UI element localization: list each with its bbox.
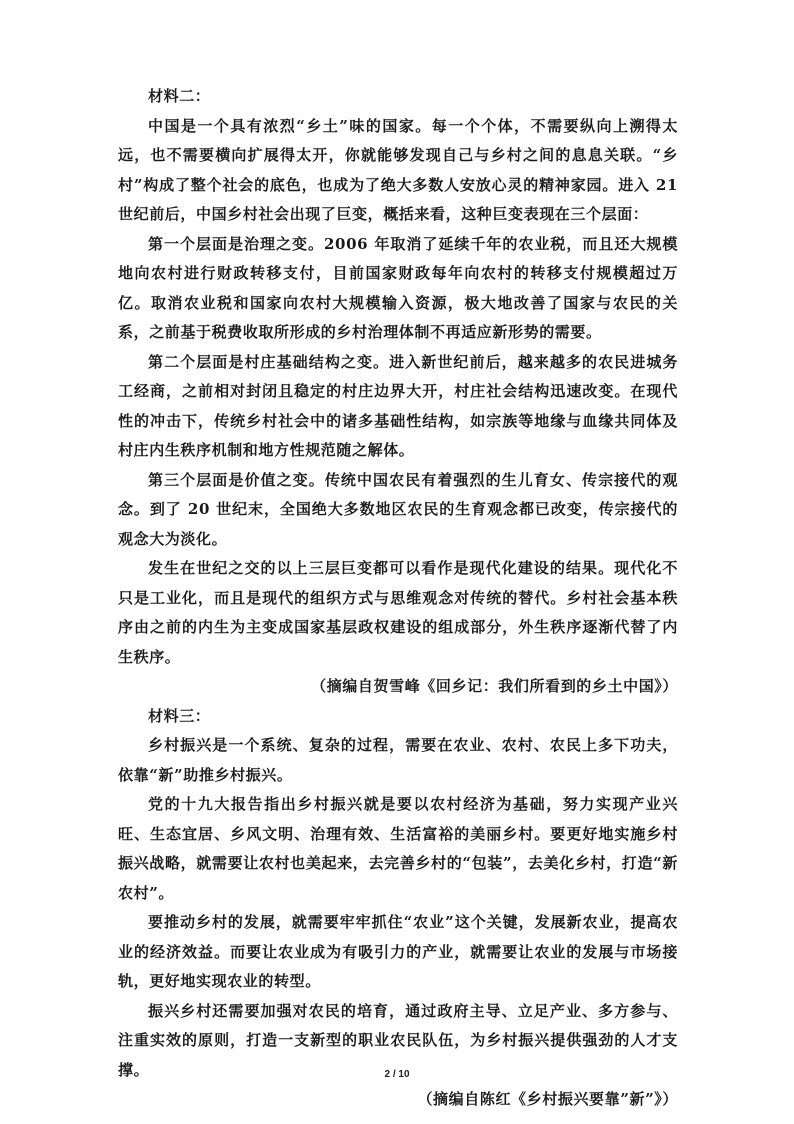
material-2-paragraph-1: 中国是一个具有浓烈“乡土”味的国家。每一个个体，不需要纵向上溯得太远，也不需要横向扩展得太开，你就能够发现自己与乡村之间的息息关联。“乡村”构成了整个社会的底色，也成为了绝大多数人安放心灵的精神家园。进入 21 世纪前后，中国乡村社会出现了巨变，概括来看，这种巨变表现在三个层面：: [118, 116, 678, 223]
page-number: 2 / 10: [384, 1069, 410, 1080]
material-2-source: （摘编自贺雪峰《回乡记：我们所看到的乡土中国》）: [311, 677, 678, 695]
material-3-paragraph-2: 党的十九大报告指出乡村振兴就是要以农村经济为基础，努力实现产业兴旺、生态宜居、乡风文明、治理有效、生活富裕的美丽乡村。要更好地实施乡村振兴战略，就需要让农村也美起来，去完善乡村的“包装”，去美化乡村，打造“新农村”。: [118, 795, 678, 902]
material-3-title: 材料三：: [148, 706, 211, 725]
material-2-paragraph-5: 发生在世纪之交的以上三层巨变都可以看作是现代化建设的结果。现代化不只是工业化，而且是现代的组织方式与思维观念对传统的替代。乡村社会基本秩序由之前的内生为主变成国家基层政权建设的组成部分，外生秩序逐渐代替了内生秩序。: [118, 559, 678, 666]
document-body: [118, 82, 678, 1115]
material-2-paragraph-4: 第三个层面是价值之变。传统中国农民有着强烈的生儿育女、传宗接代的观念。到了 20 世纪末，全国绝大多数地区农民的生育观念都已改变，传宗接代的观念大为淡化。: [118, 470, 678, 548]
material-2-title: 材料二：: [148, 87, 211, 105]
material-2-paragraph-3: 第二个层面是村庄基础结构之变。进入新世纪前后，越来越多的农民进城务工经商，之前相对封闭且稳定的村庄边界大开，村庄社会结构迅速改变。在现代性的冲击下，传统乡村社会中的诸多基础性结构，如宗族等地缘与血缘共同体及村庄内生秩序机制和地方性规范随之解体。: [118, 352, 678, 459]
material-2-paragraph-2: 第一个层面是治理之变。2006 年取消了延续千年的农业税，而且还大规模地向农村进行财政转移支付，目前国家财政每年向农村的转移支付规模超过万亿。取消农业税和国家向农村大规模输入资源，极大地改善了国家与农民的关系，之前基于税费收取所形成的乡村治理体制不再适应新形势的需要。: [118, 234, 678, 341]
material-3-paragraph-4: 振兴乡村还需要加强对农民的培育，通过政府主导、立足产业、多方参与、注重实效的原则，打造一支新型的职业农民队伍，为乡村振兴提供强劲的人才支撑。: [118, 1001, 678, 1079]
material-3-paragraph-3: 要推动乡村的发展，就需要牢牢抓住“农业”这个关键，发展新农业，提高农业的经济效益。而要让农业成为有吸引力的产业，就需要让农业的发展与市场接轨，更好地实现农业的转型。: [118, 913, 678, 990]
material-3-source: （摘编自陈红《乡村振兴要靠”新”》）: [417, 1090, 678, 1108]
material-3-paragraph-1: 乡村振兴是一个系统、复杂的过程，需要在农业、农村、农民上多下功夫，依靠“新”助推乡村振兴。: [118, 736, 678, 784]
